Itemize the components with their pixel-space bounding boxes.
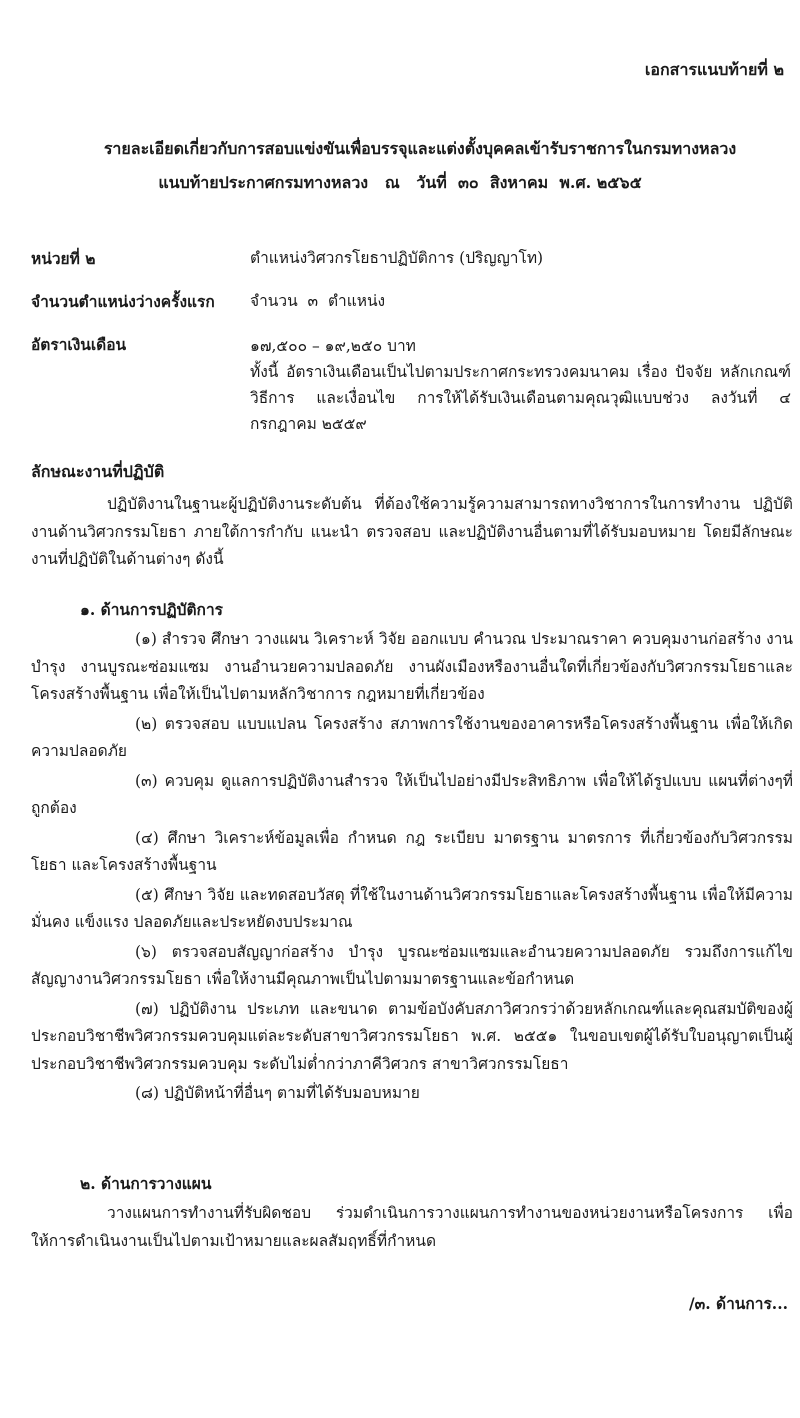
list-item: (๗) ปฏิบัติงาน ประเภท และขนาด ตามข้อบังคับสภาวิศวกรว่าด้วยหลักเกณฑ์และคุณสมบัติของผู้ประกอบวิชาชีพวิศวกรรมควบคุมแต่ละระดับสาขาวิศวกรรมโยธา พ.ศ. ๒๕๕๑ ในขอบเขตผู้ได้รับใบอนุญาตเป็นผู้ประกอบวิชาชีพวิศวกรรมควบคุม ระดับไม่ต่ำกว่าภาคีวิศวกร สาขาวิศวกรรมโยธา	[31, 999, 793, 1073]
vacancies-row	[31, 290, 791, 313]
salary-label: อัตราเงินเดือน	[31, 335, 127, 354]
salary-note: ทั้งนี้ อัตราเงินเดือนเป็นไปตามประกาศกระทรวงคมนาคม เรื่อง ปัจจัย หลักเกณฑ์ วิธีการ และเงื่อนไข การให้ได้รับเงินเดือนตามคุณวุฒิแบบช่วง ลงวันที่ ๔ กรกฎาคม ๒๕๕๙	[250, 363, 791, 433]
title-line-2: แนบท้ายประกาศกรมทางหลวง ณ วันที่ ๓๐ สิงหาคม พ.ศ. ๒๕๖๕	[158, 173, 642, 192]
vacancies-label: จำนวนตำแหน่งว่างครั้งแรก	[31, 292, 215, 311]
list-item: (๘) ปฏิบัติหน้าที่อื่นๆ ตามที่ได้รับมอบหมาย	[135, 1084, 420, 1102]
list-item: (๖) ตรวจสอบสัญญาก่อสร้าง บำรุง บูรณะซ่อมแซมและอำนวยความปลอดภัย รวมถึงการแก้ไขสัญญางานวิศวกรรมโยธา เพื่อให้งานมีคุณภาพเป็นไปตามมาตรฐานและข้อกำหนด	[31, 942, 793, 988]
list-item: (๕) ศึกษา วิจัย และทดสอบวัสดุ ที่ใช้ในงานด้านวิศวกรรมโยธาและโครงสร้างพื้นฐาน เพื่อให้มีความมั่นคง แข็งแรง ปลอดภัยและประหยัดงบประมาณ	[31, 885, 793, 931]
list-item: (๔) ศึกษา วิเคราะห์ข้อมูลเพื่อ กำหนด กฎ ระเบียบ มาตรฐาน มาตรการ ที่เกี่ยวข้องกับวิศวกรรมโยธา และโครงสร้างพื้นฐาน	[31, 828, 793, 874]
vacancies-value: จำนวน ๓ ตำแหน่ง	[250, 292, 386, 310]
unit-label: หน่วยที่ ๒	[31, 249, 96, 268]
unit-row	[31, 247, 791, 270]
title-line-1: รายละเอียดเกี่ยวกับการสอบแข่งขันเพื่อบรรจุและแต่งตั้งบุคคลเข้ารับราชการในกรมทางหลวง	[103, 139, 737, 158]
list-item: (๑) สำรวจ ศึกษา วางแผน วิเคราะห์ วิจัย ออกแบบ คำนวณ ประมาณราคา ควบคุมงานก่อสร้าง งานบำรุง งานบูรณะซ่อมแซม งานอำนวยความปลอดภัย งานผังเมืองหรืองานอื่นใดที่เกี่ยวข้องกับวิศวกรรมโยธาและโครงสร้างพื้นฐาน เพื่อให้เป็นไปตามหลักวิชาการ กฎหมายที่เกี่ยวข้อง	[31, 630, 793, 703]
continuation-marker: /๓. ด้านการ...	[688, 1294, 788, 1313]
attachment-label: เอกสารแนบท้ายที่ ๒	[644, 60, 784, 79]
section1-items	[31, 626, 793, 1108]
section1-heading: ๑. ด้านการปฏิบัติการ	[80, 600, 223, 619]
list-item: (๓) ควบคุม ดูแลการปฏิบัติงานสำรวจ ให้เป็นไปอย่างมีประสิทธิภาพ เพื่อให้ได้รูปแบบ แผนที่ต่างๆที่ถูกต้อง	[31, 771, 793, 817]
salary-range: ๑๗,๕๐๐ – ๑๙,๒๕๐ บาท	[250, 337, 416, 355]
job-nature-heading: ลักษณะงานที่ปฏิบัติ	[31, 462, 165, 481]
job-nature-intro: ปฏิบัติงานในฐานะผู้ปฏิบัติงานระดับต้น ที่ต้องใช้ความรู้ความสามารถทางวิชาการในการทำงาน ปฏิบัติงานด้านวิศวกรรมโยธา ภายใต้การกำกับ แนะนำ ตรวจสอบ และปฏิบัติงานอื่นตามที่ได้รับมอบหมาย โดยมีลักษณะงานที่ปฏิบัติในด้านต่างๆ ดังนี้	[31, 495, 793, 568]
salary-row	[31, 333, 791, 437]
list-item: (๒) ตรวจสอบ แบบแปลน โครงสร้าง สภาพการใช้งานของอาคารหรือโครงสร้างพื้นฐาน เพื่อให้เกิดความปลอดภัย	[31, 714, 793, 760]
unit-value: ตำแหน่งวิศวกรโยธาปฏิบัติการ (ปริญญาโท)	[250, 249, 544, 267]
section2-heading: ๒. ด้านการวางแผน	[80, 1174, 212, 1193]
section2-text: วางแผนการทำงานที่รับผิดชอบ ร่วมดำเนินการวางแผนการทำงานของหน่วยงานหรือโครงการ เพื่อให้การดำเนินงานเป็นไปตามเป้าหมายและผลสัมฤทธิ์ที่กำหนด	[31, 1204, 793, 1250]
document-title	[0, 137, 800, 195]
